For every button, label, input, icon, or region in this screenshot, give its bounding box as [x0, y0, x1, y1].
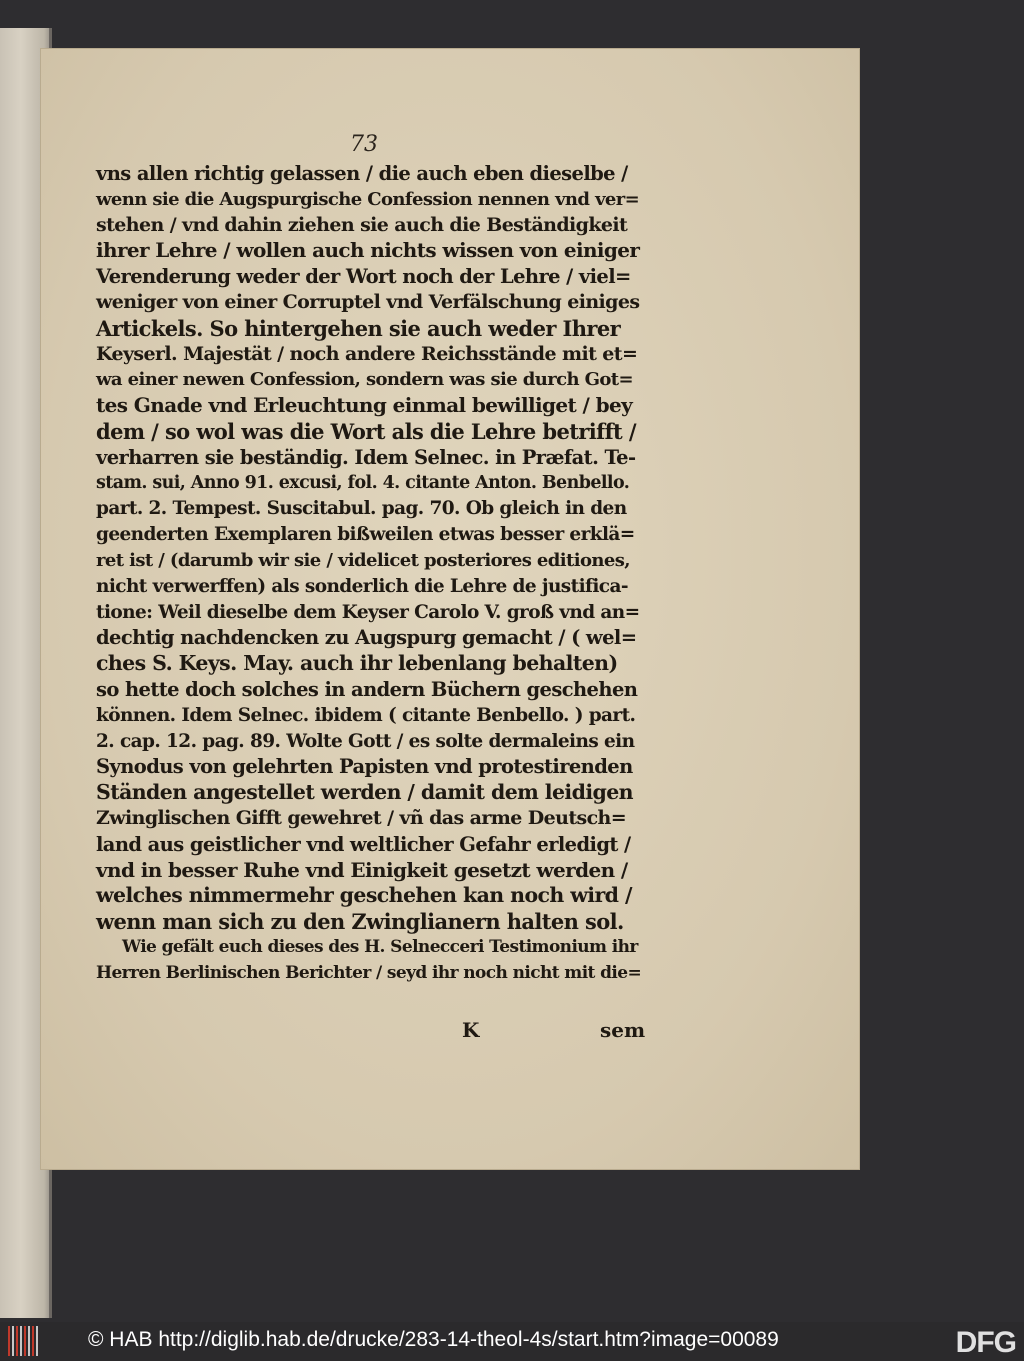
text-line: 2. cap. 12. pag. 89. Wolte Gott / es solte dermaleins ein — [96, 730, 635, 752]
text-line: ches S. Keys. May. auch ihr lebenlang behalten) — [96, 651, 618, 676]
text-line: land aus geistlicher vnd weltlicher Gefahr erledigt / — [96, 832, 631, 856]
text-line: weniger von einer Corruptel vnd Verfälschung einiges — [96, 290, 640, 313]
text-line: Ständen angestellet werden / damit dem leidigen — [96, 780, 633, 805]
text-line: Wie gefält euch dieses des H. Selnecceri Testimonium ihr — [122, 936, 638, 957]
text-line: so hette doch solches in andern Büchern geschehen — [96, 677, 638, 701]
page-number: 73 — [350, 132, 378, 157]
text-line: Zwinglischen Gifft gewehret / vñ das arme Deutsch= — [96, 806, 627, 829]
text-line: wenn man sich zu den Zwinglianern halten sol. — [96, 909, 624, 935]
text-line: Verenderung weder der Wort noch der Lehre / viel= — [96, 265, 631, 289]
text-line: nicht verwerffen) als sonderlich die Lehre de justifica- — [96, 575, 628, 597]
signature-mark: K — [462, 1018, 480, 1042]
text-line: tes Gnade vnd Erleuchtung einmal bewilliget / bey — [96, 393, 633, 418]
dfg-logo: DFG — [955, 1326, 1016, 1359]
text-line: part. 2. Tempest. Suscitabul. pag. 70. Ob gleich in den — [96, 498, 627, 520]
text-line: stam. sui, Anno 91. excusi, fol. 4. citante Anton. Benbello. — [96, 472, 630, 493]
text-line: wa einer newen Confession, sondern was sie durch Got= — [96, 369, 633, 391]
text-line: dechtig nachdencken zu Augspurg gemacht / ( wel= — [96, 626, 637, 650]
hab-logo-icon — [8, 1326, 48, 1356]
text-line: verharren sie beständig. Idem Selnec. in Præfat. Te- — [96, 445, 636, 469]
text-line: geenderten Exemplaren bißweilen etwas besser erklä= — [96, 524, 635, 546]
text-line: tione: Weil dieselbe dem Keyser Carolo V. groß vnd an= — [96, 601, 640, 623]
page-text — [96, 161, 641, 987]
footer-credit[interactable]: © HAB http://diglib.hab.de/drucke/283-14-theol-4s/start.htm?image=00089 — [88, 1328, 779, 1351]
catchword: sem — [600, 1018, 646, 1042]
text-line: vns allen richtig gelassen / die auch eben dieselbe / — [96, 162, 628, 185]
text-line: ret ist / (darumb wir sie / videlicet posteriores editiones, — [96, 549, 630, 571]
text-line: Herren Berlinischen Berichter / seyd ihr noch nicht mit die= — [96, 962, 642, 983]
text-line: stehen / vnd dahin ziehen sie auch die Beständigkeit — [96, 213, 628, 236]
text-line: welches nimmermehr geschehen kan noch wird / — [96, 883, 632, 908]
text-line: Keyserl. Majestät / noch andere Reichsstände mit et= — [96, 342, 638, 365]
text-line: wenn sie die Augspurgische Confession nennen vnd ver= — [96, 188, 640, 210]
text-line: Synodus von gelehrten Papisten vnd protestirenden — [96, 755, 633, 779]
footer-bar — [0, 1322, 1024, 1361]
text-line: können. Idem Selnec. ibidem ( citante Benbello. ) part. — [96, 704, 636, 726]
text-line: ihrer Lehre / wollen auch nichts wissen von einiger — [96, 238, 640, 263]
text-line: dem / so wol was die Wort als die Lehre betrifft / — [96, 418, 636, 444]
text-line: Artickels. So hintergehen sie auch weder Ihrer — [96, 315, 621, 341]
text-line: vnd in besser Ruhe vnd Einigkeit gesetzt werden / — [96, 857, 628, 882]
